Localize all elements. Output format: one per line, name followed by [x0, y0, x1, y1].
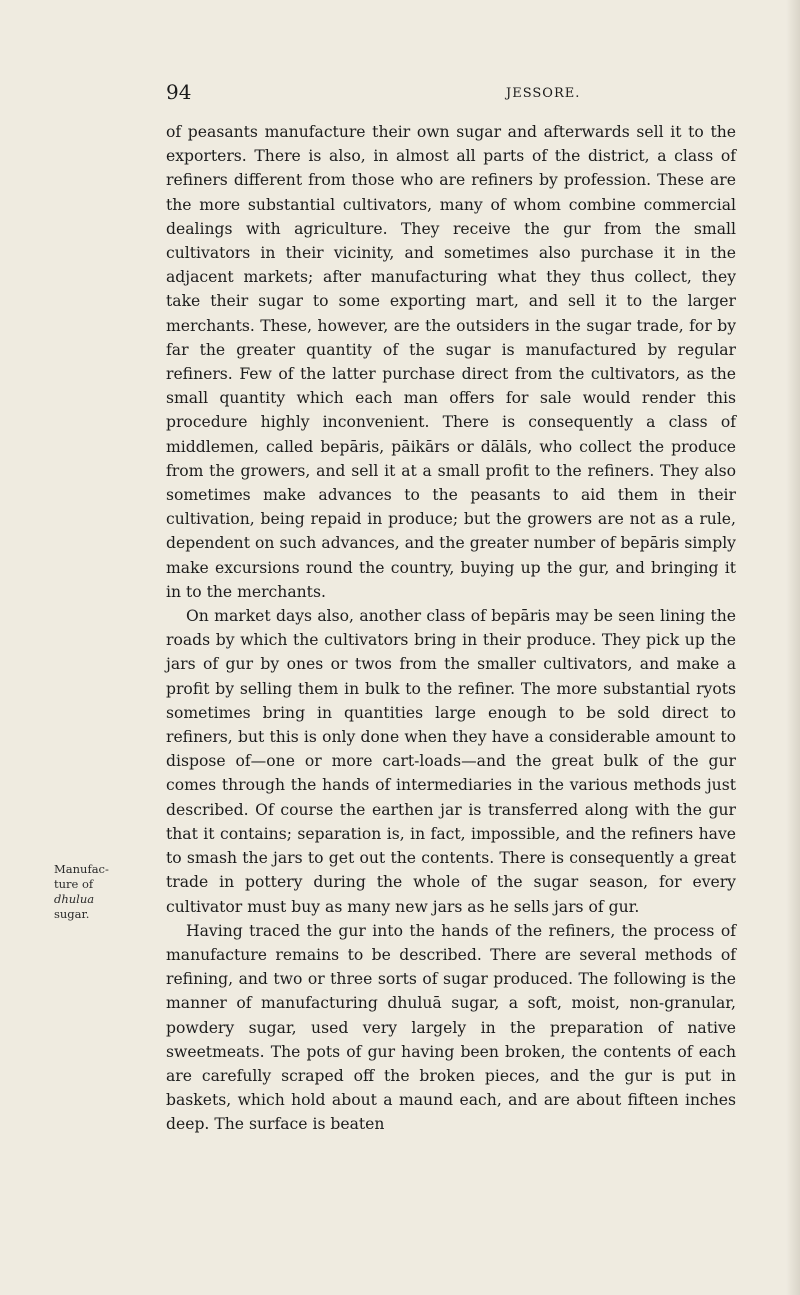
paragraph: On market days also, another class of bepāris may be seen lining the roads by which the cultivators bring in their produce. They pick up the jars of gur by ones or twos from the smaller cultivators, and make a profit by selling them in bulk to the refiner. The more substantial ryots sometimes bring in quantities large enough to be sold direct to refiners, but this is only done when they have a considerable amount to dispose of—one or more cart-loads—and the great bulk of the gur comes through the hands of intermediaries in the various methods just described. Of course the earthen jar is transferred along with the gur that it contains; separation is, in fact, impossible, and the refiners have to smash the jars to get out the contents. There is consequently a great trade in pottery during the whole of the sugar season, for every cultivator must buy as many new jars as he sells jars of gur.: [166, 607, 736, 916]
paragraph: Having traced the gur into the hands of the refiners, the process of manufacture remains to be described. There are several methods of refining, and two or three sorts of sugar produced. The following is the manner of manufacturing dhuluā sugar, a soft, moist, non-granular, powdery sugar, used very largely in the preparation of native sweetmeats. The pots of gur having been broken, the contents of each are carefully scraped off the broken pieces, and the gur is put in baskets, which hold about a maund each, and are about fifteen inches deep. The surface is beaten: [166, 921, 736, 1134]
page-header: [166, 80, 726, 110]
margin-note-line: ture of: [54, 877, 94, 891]
margin-note-line: Manufac-: [54, 862, 109, 876]
body-text: [166, 120, 736, 1137]
page-edge-shadow: [786, 0, 800, 1295]
page-number: 94: [166, 80, 192, 104]
paragraph: of peasants manufacture their own sugar and afterwards sell it to the exporters. There is also, in almost all parts of the district, a class of refiners different from those who are refiners by profession. These are the more substantial cultivators, many of whom combine commercial dealings with agriculture. They receive the gur from the small cultivators in their vicinity, and sometimes also purchase it in the adjacent markets; after manufacturing what they thus collect, they take their sugar to some exporting mart, and sell it to the larger merchants. These, however, are the outsiders in the sugar trade, for by far the greater quantity of the sugar is manufactured by regular refiners. Few of the latter purchase direct from the cultivators, as the small quantity which each man offers for sale would render this procedure highly inconvenient. There is consequently a class of middlemen, called bepāris, pāikārs or dālāls, who collect the produce from the growers, and sell it at a small profit to the refiners. They also sometimes make advances to the peasants to aid them in their cultivation, being repaid in produce; but the growers are not as a rule, dependent on such advances, and the greater number of bepāris simply make excursions round the country, buying up the gur, and bringing it in to the merchants.: [166, 123, 736, 601]
margin-note: [54, 862, 144, 922]
running-head: JESSORE.: [506, 86, 581, 101]
margin-note-line: dhulua: [54, 892, 95, 906]
margin-note-line: sugar.: [54, 907, 90, 921]
